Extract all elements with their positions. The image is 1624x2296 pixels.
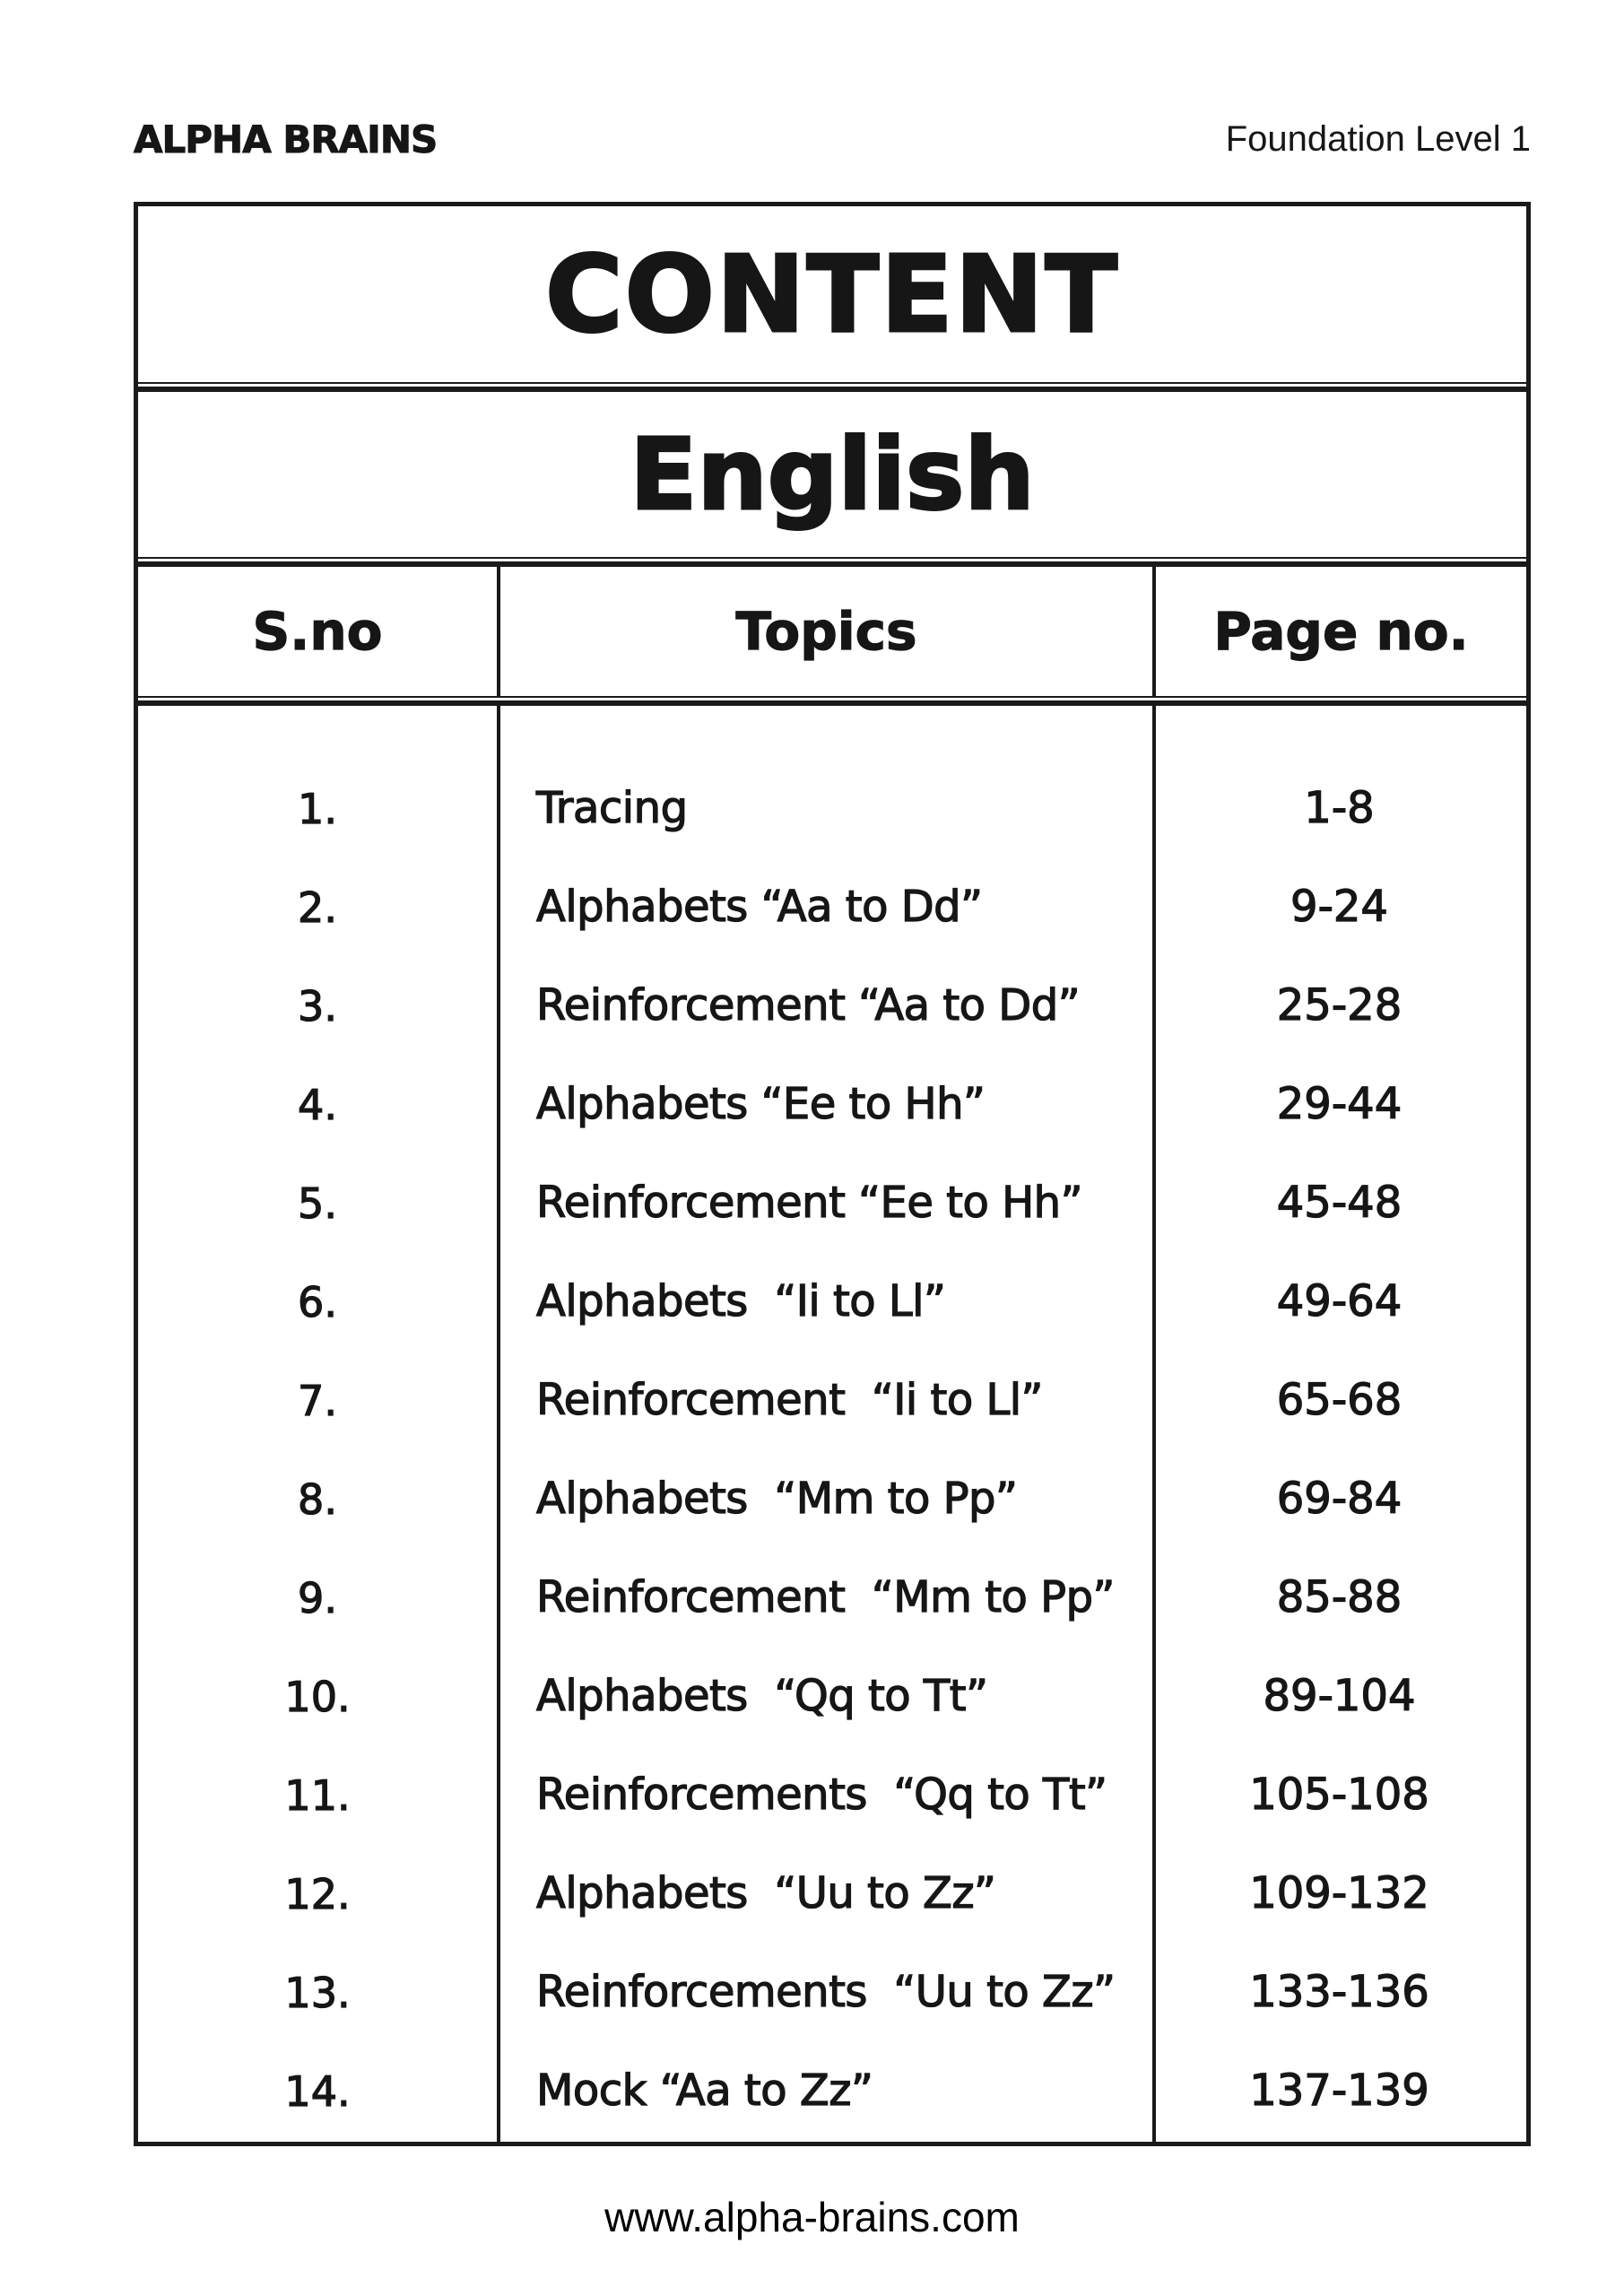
row-page-range: 85-88 xyxy=(1276,1572,1403,1623)
row-page-range: 105-108 xyxy=(1249,1770,1429,1821)
table-row xyxy=(138,1056,1526,1154)
row-topic: Reinforcements “Qq to Tt” xyxy=(536,1770,1107,1821)
row-serial-number: 9. xyxy=(298,1573,337,1622)
row-serial-number: 7. xyxy=(298,1376,337,1425)
row-topic: Alphabets “Uu to Zz” xyxy=(536,1868,996,1919)
table-row xyxy=(138,2042,1526,2141)
row-serial-number: 11. xyxy=(284,1770,351,1820)
row-page-range: 29-44 xyxy=(1276,1079,1403,1130)
row-topic: Reinforcement “Ii to Ll” xyxy=(536,1375,1043,1426)
row-topic: Reinforcements “Uu to Zz” xyxy=(536,1967,1116,2018)
table-row xyxy=(138,1352,1526,1450)
row-page-range: 133-136 xyxy=(1249,1967,1429,2018)
row-serial-number: 10. xyxy=(284,1672,351,1721)
column-header-sno: S.no xyxy=(252,601,383,662)
row-topic: Alphabets “Mm to Pp” xyxy=(536,1474,1018,1525)
row-topic: Reinforcement “Mm to Pp” xyxy=(536,1572,1115,1623)
row-page-range: 137-139 xyxy=(1249,2066,1429,2117)
table-row xyxy=(138,1549,1526,1648)
row-page-range: 45-48 xyxy=(1276,1178,1403,1229)
table-row xyxy=(138,1450,1526,1549)
row-page-range: 65-68 xyxy=(1276,1375,1403,1426)
row-serial-number: 13. xyxy=(284,1968,351,2017)
table-row xyxy=(138,760,1526,858)
level-label: Foundation Level 1 xyxy=(1225,119,1531,159)
row-serial-number: 3. xyxy=(298,981,337,1031)
row-page-range: 109-132 xyxy=(1249,1868,1429,1919)
table-row xyxy=(138,1154,1526,1253)
contents-table xyxy=(134,202,1531,2146)
row-topic: Alphabets “Aa to Dd” xyxy=(536,882,983,933)
page-title: CONTENT xyxy=(544,232,1119,356)
row-page-range: 49-64 xyxy=(1276,1276,1403,1327)
table-row xyxy=(138,1944,1526,2042)
page-header xyxy=(134,119,1531,161)
row-page-range: 89-104 xyxy=(1263,1671,1416,1722)
divider-under-title xyxy=(138,382,1526,392)
row-topic: Alphabets “Qq to Tt” xyxy=(536,1671,988,1722)
row-serial-number: 1. xyxy=(298,784,337,833)
subject-title: English xyxy=(630,417,1035,532)
row-topic: Reinforcement “Ee to Hh” xyxy=(536,1178,1082,1229)
column-header-pageno: Page no. xyxy=(1152,567,1526,696)
row-topic: Alphabets “Ii to Ll” xyxy=(536,1276,946,1327)
row-page-range: 69-84 xyxy=(1276,1474,1403,1525)
footer-website-url: www.alpha-brains.com xyxy=(604,2194,1020,2240)
row-topic: Alphabets “Ee to Hh” xyxy=(536,1079,986,1130)
table-row xyxy=(138,1845,1526,1944)
table-row xyxy=(138,957,1526,1056)
row-serial-number: 5. xyxy=(298,1178,337,1228)
row-serial-number: 6. xyxy=(298,1277,337,1326)
row-serial-number: 2. xyxy=(298,883,337,932)
table-header-row xyxy=(138,567,1526,696)
table-row xyxy=(138,1253,1526,1352)
table-row xyxy=(138,1648,1526,1746)
brand-logo-text: ALPHA BRAINS xyxy=(134,117,438,161)
row-page-range: 9-24 xyxy=(1290,882,1388,933)
row-serial-number: 12. xyxy=(284,1869,351,1918)
row-serial-number: 8. xyxy=(298,1474,337,1524)
row-serial-number: 14. xyxy=(284,2066,351,2116)
row-page-range: 25-28 xyxy=(1276,980,1403,1031)
divider-under-header xyxy=(138,696,1526,706)
table-body xyxy=(138,706,1526,2142)
row-topic: Mock “Aa to Zz” xyxy=(536,2066,873,2117)
column-header-topics: Topics xyxy=(497,567,1152,696)
row-serial-number: 4. xyxy=(298,1080,337,1129)
divider-under-subject xyxy=(138,557,1526,567)
table-row xyxy=(138,1746,1526,1845)
table-row xyxy=(138,858,1526,957)
column-divider-1 xyxy=(497,706,500,2142)
row-topic: Reinforcement “Aa to Dd” xyxy=(536,980,1081,1031)
row-topic: Tracing xyxy=(536,783,688,834)
row-page-range: 1-8 xyxy=(1304,783,1375,834)
column-divider-2 xyxy=(1152,706,1156,2142)
